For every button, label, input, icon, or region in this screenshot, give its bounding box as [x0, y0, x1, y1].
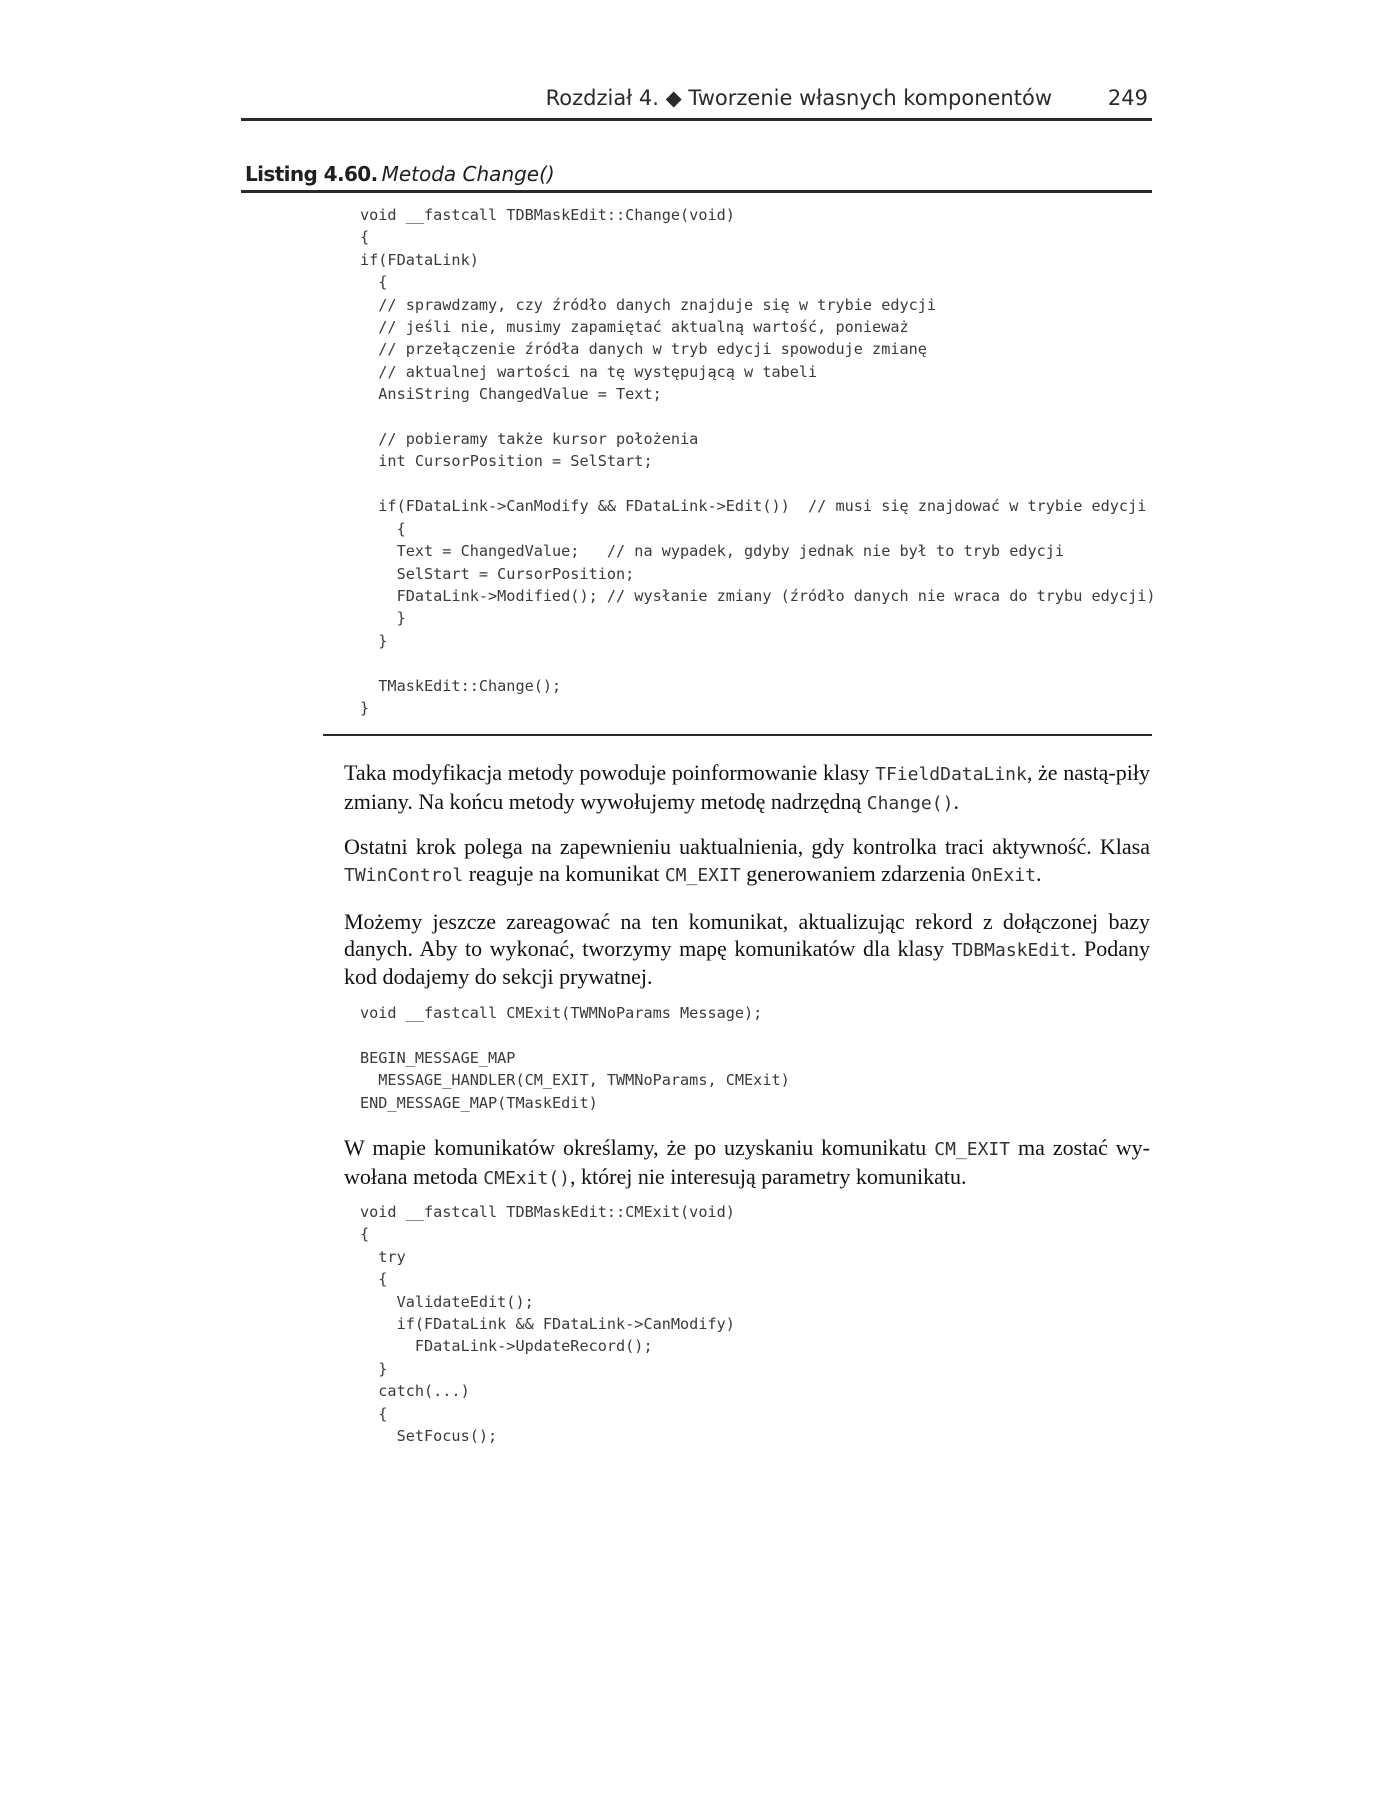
listing-label: Listing 4.60. [245, 162, 378, 186]
inline-code: CM_EXIT [664, 864, 741, 886]
inline-code: CM_EXIT [934, 1139, 1011, 1160]
paragraph-1 [344, 760, 1150, 817]
inline-code: TWinControl [344, 864, 464, 886]
paragraph-text: Możemy jeszcze zareagować na ten komunikat, aktualizując rekord z dołączonej bazy danych. Aby to wykonać, tworzymy mapę komunikatów dla klasy [344, 909, 1150, 961]
paragraph-text: Taka modyfikacja metody powoduje poinformowanie klasy [344, 760, 876, 785]
paragraph-text: W mapie komunikatów określamy, że po uzyskaniu komunikatu [344, 1135, 935, 1160]
paragraph-text: . Podany kod dodajemy do sekcji prywatnej. [344, 935, 1150, 989]
paragraph-text: reaguje na komunikat [463, 860, 665, 886]
paragraph-text: generowaniem zdarzenia [740, 860, 971, 886]
page-number: 249 [1107, 86, 1148, 110]
paragraph-text: Ostatni krok polega na zapewnieniu uaktualnienia, gdy kontrolka traci aktywność. Klasa [344, 834, 1150, 859]
paragraph-text: , której nie interesują parametry komunikatu. [570, 1163, 967, 1189]
cmexit-code-block: void __fastcall TDBMaskEdit::CMExit(void) { try { ValidateEdit(); if(FDataLink && FDataLink->CanModify) FDataLink->UpdateRecord(); } catch(...) { SetFocus(); [360, 1203, 735, 1446]
paragraph-text: , że nastą-piły zmiany. Na końcu metody wywołujemy metodę nadrzędną [344, 760, 1150, 814]
paragraph-3 [344, 909, 1150, 991]
listing-title: Metoda Change() [381, 162, 555, 186]
paragraph-2 [344, 834, 1150, 889]
running-header [241, 80, 1152, 121]
paragraph-text: ma zostać wy-wołana metoda [344, 1135, 1150, 1189]
inline-code: TDBMaskEdit [951, 939, 1071, 961]
inline-code: TFieldDataLink [875, 764, 1027, 785]
listing-end-divider [323, 734, 1152, 736]
paragraph-4 [344, 1135, 1150, 1192]
message-map-code-block: void __fastcall CMExit(TWMNoParams Message); BEGIN_MESSAGE_MAP MESSAGE_HANDLER(CM_EXIT, TWMNoParams, CMExit) END_MESSAGE_MAP(TMaskEdit) [360, 1004, 790, 1112]
inline-code: CMExit() [483, 1167, 570, 1189]
listing-code-block: void __fastcall TDBMaskEdit::Change(void) { if(FDataLink) { // sprawdzamy, czy źródło danych znajduje się w trybie edycji // jeśli nie, musimy zapamiętać aktualną wartość, ponieważ // przełączenie źródła danych w tryb edycji spowoduje zmianę // aktualnej wartości na tę występującą w tabeli AnsiString ChangedValue = Text; // pobieramy także kursor położenia int CursorPosition = SelStart; if(FDataLink->CanModify && FDataLink->Edit()) // musi się znajdować w trybie edycji { Text = ChangedValue; // na wypadek, gdyby jednak nie był to tryb edycji SelStart = CursorPosition; FDataLink->Modified(); // wysłanie zmiany (źródło danych nie wraca do trybu edycji) } } TMaskEdit::Change(); } [360, 206, 1156, 717]
listing-caption [241, 162, 1152, 193]
chapter-title: Rozdział 4. ◆ Tworzenie własnych komponentów [545, 86, 1052, 110]
paragraph-text: . [1035, 860, 1042, 886]
paragraph-text: . [953, 788, 959, 814]
inline-code: OnExit [970, 864, 1036, 886]
inline-code: Change() [866, 792, 954, 814]
